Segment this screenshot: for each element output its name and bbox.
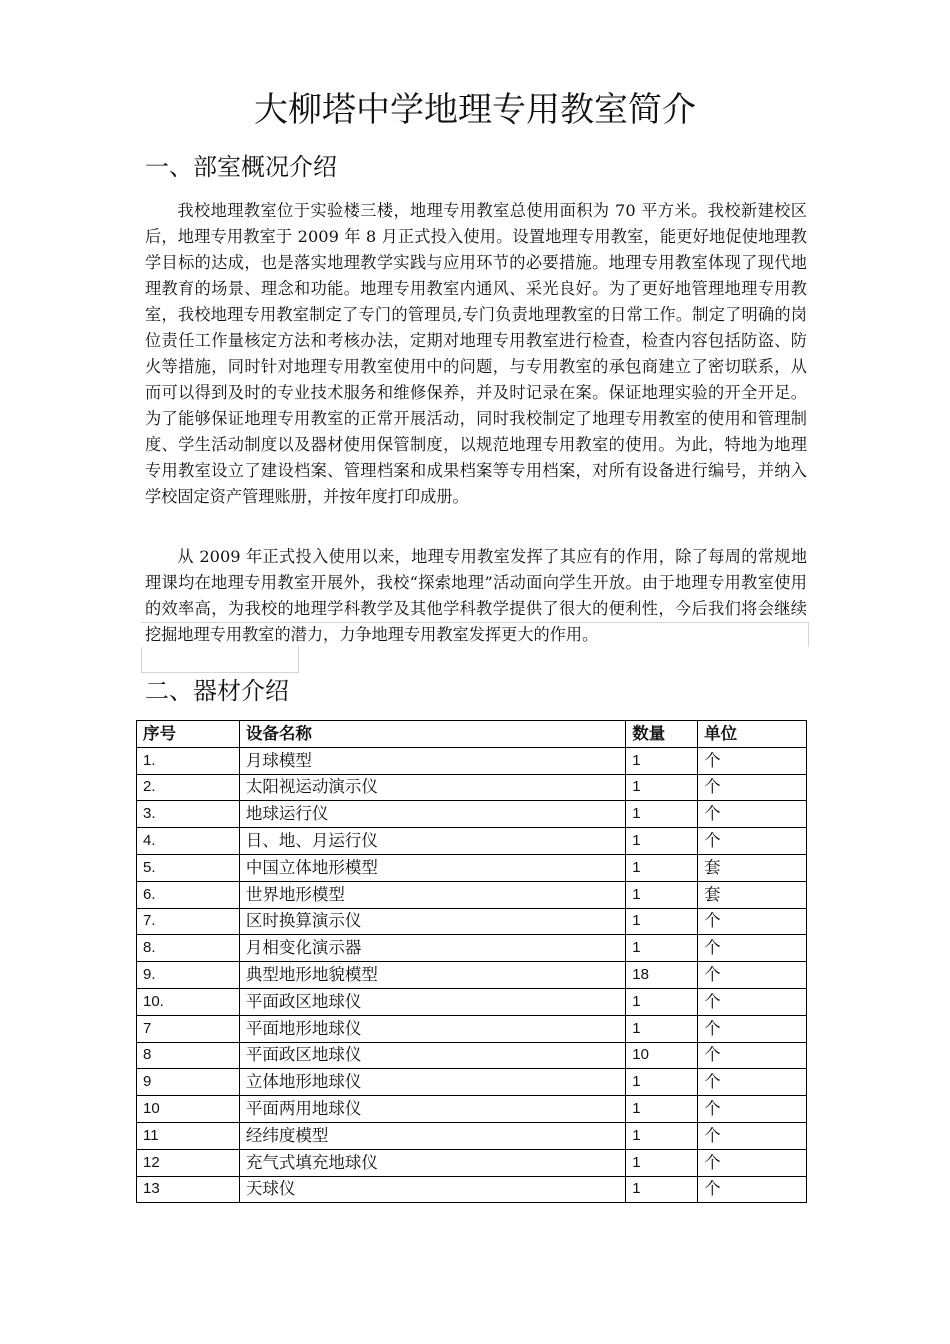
column-header-quantity: 数量 (626, 721, 698, 748)
cell-unit: 个 (698, 1015, 807, 1042)
overview-paragraph-1: 我校地理教室位于实验楼三楼，地理专用教室总使用面积为 70 平方米。我校新建校区后，地理专用教室于 2009 年 8 月正式投入使用。设置地理专用教室，能更好地促使地理教学目标的达成，也是落实地理教学实践与应用环节的必要措施。地理专用教室体现了现代地理教育的场景、理念和功能。地理专用教室内通风、采光良好。为了更好地管理地理专用教室，我校地理专用教室制定了专门的管理员,专门负责地理教室的日常工作。制定了明确的岗位责任工作量核定方法和考核办法，定期对地理专用教室进行检查，检查内容包括防盗、防火等措施，同时针对地理专用教室使用中的问题，与专用教室的承包商建立了密切联系，从而可以得到及时的专业技术服务和维修保养，并及时记录在案。保证地理实验的开全开足。为了能够保证地理专用教室的正常开展活动，同时我校制定了地理专用教室的使用和管理制度、学生活动制度以及器材使用保管制度，以规范地理专用教室的使用。为此，特地为地理专用教室设立了建设档案、管理档案和成果档案等专用档案，对所有设备进行编号，并纳入学校固定资产管理账册，并按年度打印成册。 (145, 201, 807, 506)
column-header-unit: 单位 (698, 721, 807, 748)
table-row (137, 1149, 807, 1176)
cell-equipment-name: 立体地形地球仪 (239, 1069, 625, 1096)
cell-unit: 个 (698, 828, 807, 855)
cell-index: 13 (137, 1176, 240, 1203)
cell-equipment-name: 世界地形模型 (239, 881, 625, 908)
cell-equipment-name: 平面两用地球仪 (239, 1096, 625, 1123)
table-row (137, 962, 807, 989)
equipment-table-body (137, 747, 807, 1203)
cell-unit: 个 (698, 962, 807, 989)
cell-unit: 个 (698, 935, 807, 962)
cell-quantity: 1 (626, 1096, 698, 1123)
cell-unit: 套 (698, 854, 807, 881)
cell-index: 9 (137, 1069, 240, 1096)
table-row (137, 935, 807, 962)
cell-equipment-name: 平面地形地球仪 (239, 1015, 625, 1042)
cell-unit: 套 (698, 881, 807, 908)
cell-index: 4. (137, 828, 240, 855)
cell-unit: 个 (698, 1069, 807, 1096)
table-row (137, 828, 807, 855)
table-row (137, 774, 807, 801)
table-row (137, 881, 807, 908)
cell-quantity: 1 (626, 1122, 698, 1149)
cell-index: 5. (137, 854, 240, 881)
cell-index: 2. (137, 774, 240, 801)
cell-quantity: 1 (626, 1015, 698, 1042)
cell-quantity: 1 (626, 908, 698, 935)
cell-quantity: 18 (626, 962, 698, 989)
cell-equipment-name: 平面政区地球仪 (239, 988, 625, 1015)
cell-index: 12 (137, 1149, 240, 1176)
equipment-table (136, 720, 807, 1203)
cell-equipment-name: 经纬度模型 (239, 1122, 625, 1149)
cell-quantity: 1 (626, 774, 698, 801)
cell-equipment-name: 中国立体地形模型 (239, 854, 625, 881)
table-row (137, 1096, 807, 1123)
cell-unit: 个 (698, 774, 807, 801)
cell-unit: 个 (698, 1176, 807, 1203)
cell-equipment-name: 天球仪 (239, 1176, 625, 1203)
cell-index: 9. (137, 962, 240, 989)
table-row (137, 1176, 807, 1203)
table-row (137, 801, 807, 828)
cell-unit: 个 (698, 988, 807, 1015)
cell-unit: 个 (698, 908, 807, 935)
cell-equipment-name: 典型地形地貌模型 (239, 962, 625, 989)
cell-quantity: 1 (626, 828, 698, 855)
table-row (137, 854, 807, 881)
cell-quantity: 1 (626, 801, 698, 828)
cell-quantity: 1 (626, 854, 698, 881)
cell-quantity: 1 (626, 1069, 698, 1096)
cell-quantity: 10 (626, 1042, 698, 1069)
table-row (137, 1069, 807, 1096)
column-header-index: 序号 (137, 721, 240, 748)
cell-index: 6. (137, 881, 240, 908)
text-selection-outline-end (141, 647, 299, 673)
cell-unit: 个 (698, 1096, 807, 1123)
table-row (137, 908, 807, 935)
table-row (137, 1042, 807, 1069)
cell-equipment-name: 平面政区地球仪 (239, 1042, 625, 1069)
equipment-table-header-row (137, 721, 807, 748)
section-heading-overview: 一、部室概况介绍 (145, 153, 337, 181)
column-header-name: 设备名称 (239, 721, 625, 748)
cell-index: 10. (137, 988, 240, 1015)
cell-index: 7. (137, 908, 240, 935)
cell-unit: 个 (698, 801, 807, 828)
table-row (137, 747, 807, 774)
cell-index: 8 (137, 1042, 240, 1069)
cell-quantity: 1 (626, 881, 698, 908)
cell-equipment-name: 区时换算演示仪 (239, 908, 625, 935)
cell-index: 7 (137, 1015, 240, 1042)
cell-quantity: 1 (626, 747, 698, 774)
cell-unit: 个 (698, 1149, 807, 1176)
cell-equipment-name: 充气式填充地球仪 (239, 1149, 625, 1176)
cell-quantity: 1 (626, 1149, 698, 1176)
cell-quantity: 1 (626, 935, 698, 962)
table-row (137, 1122, 807, 1149)
cell-equipment-name: 地球运行仪 (239, 801, 625, 828)
cell-equipment-name: 日、地、月运行仪 (239, 828, 625, 855)
overview-paragraph-2: 从 2009 年正式投入使用以来，地理专用教室发挥了其应有的作用，除了每周的常规地理课均在地理专用教室开展外，我校“探索地理”活动面向学生开放。由于地理专用教室使用的效率高，为我校的地理学科教学及其他学科教学提供了很大的便利性，今后我们将会继续挖掘地理专用教室的潜力，力争地理专用教室发挥更大的作用。 (145, 547, 807, 644)
cell-unit: 个 (698, 1042, 807, 1069)
cell-unit: 个 (698, 1122, 807, 1149)
cell-equipment-name: 月相变化演示器 (239, 935, 625, 962)
table-row (137, 988, 807, 1015)
cell-equipment-name: 月球模型 (239, 747, 625, 774)
cell-quantity: 1 (626, 1176, 698, 1203)
document-title: 大柳塔中学地理专用教室简介 (254, 90, 696, 130)
cell-quantity: 1 (626, 988, 698, 1015)
table-row (137, 1015, 807, 1042)
cell-index: 1. (137, 747, 240, 774)
cell-equipment-name: 太阳视运动演示仪 (239, 774, 625, 801)
cell-unit: 个 (698, 747, 807, 774)
cell-index: 11 (137, 1122, 240, 1149)
cell-index: 3. (137, 801, 240, 828)
cell-index: 8. (137, 935, 240, 962)
cell-index: 10 (137, 1096, 240, 1123)
section-heading-equipment: 二、器材介绍 (145, 677, 289, 705)
